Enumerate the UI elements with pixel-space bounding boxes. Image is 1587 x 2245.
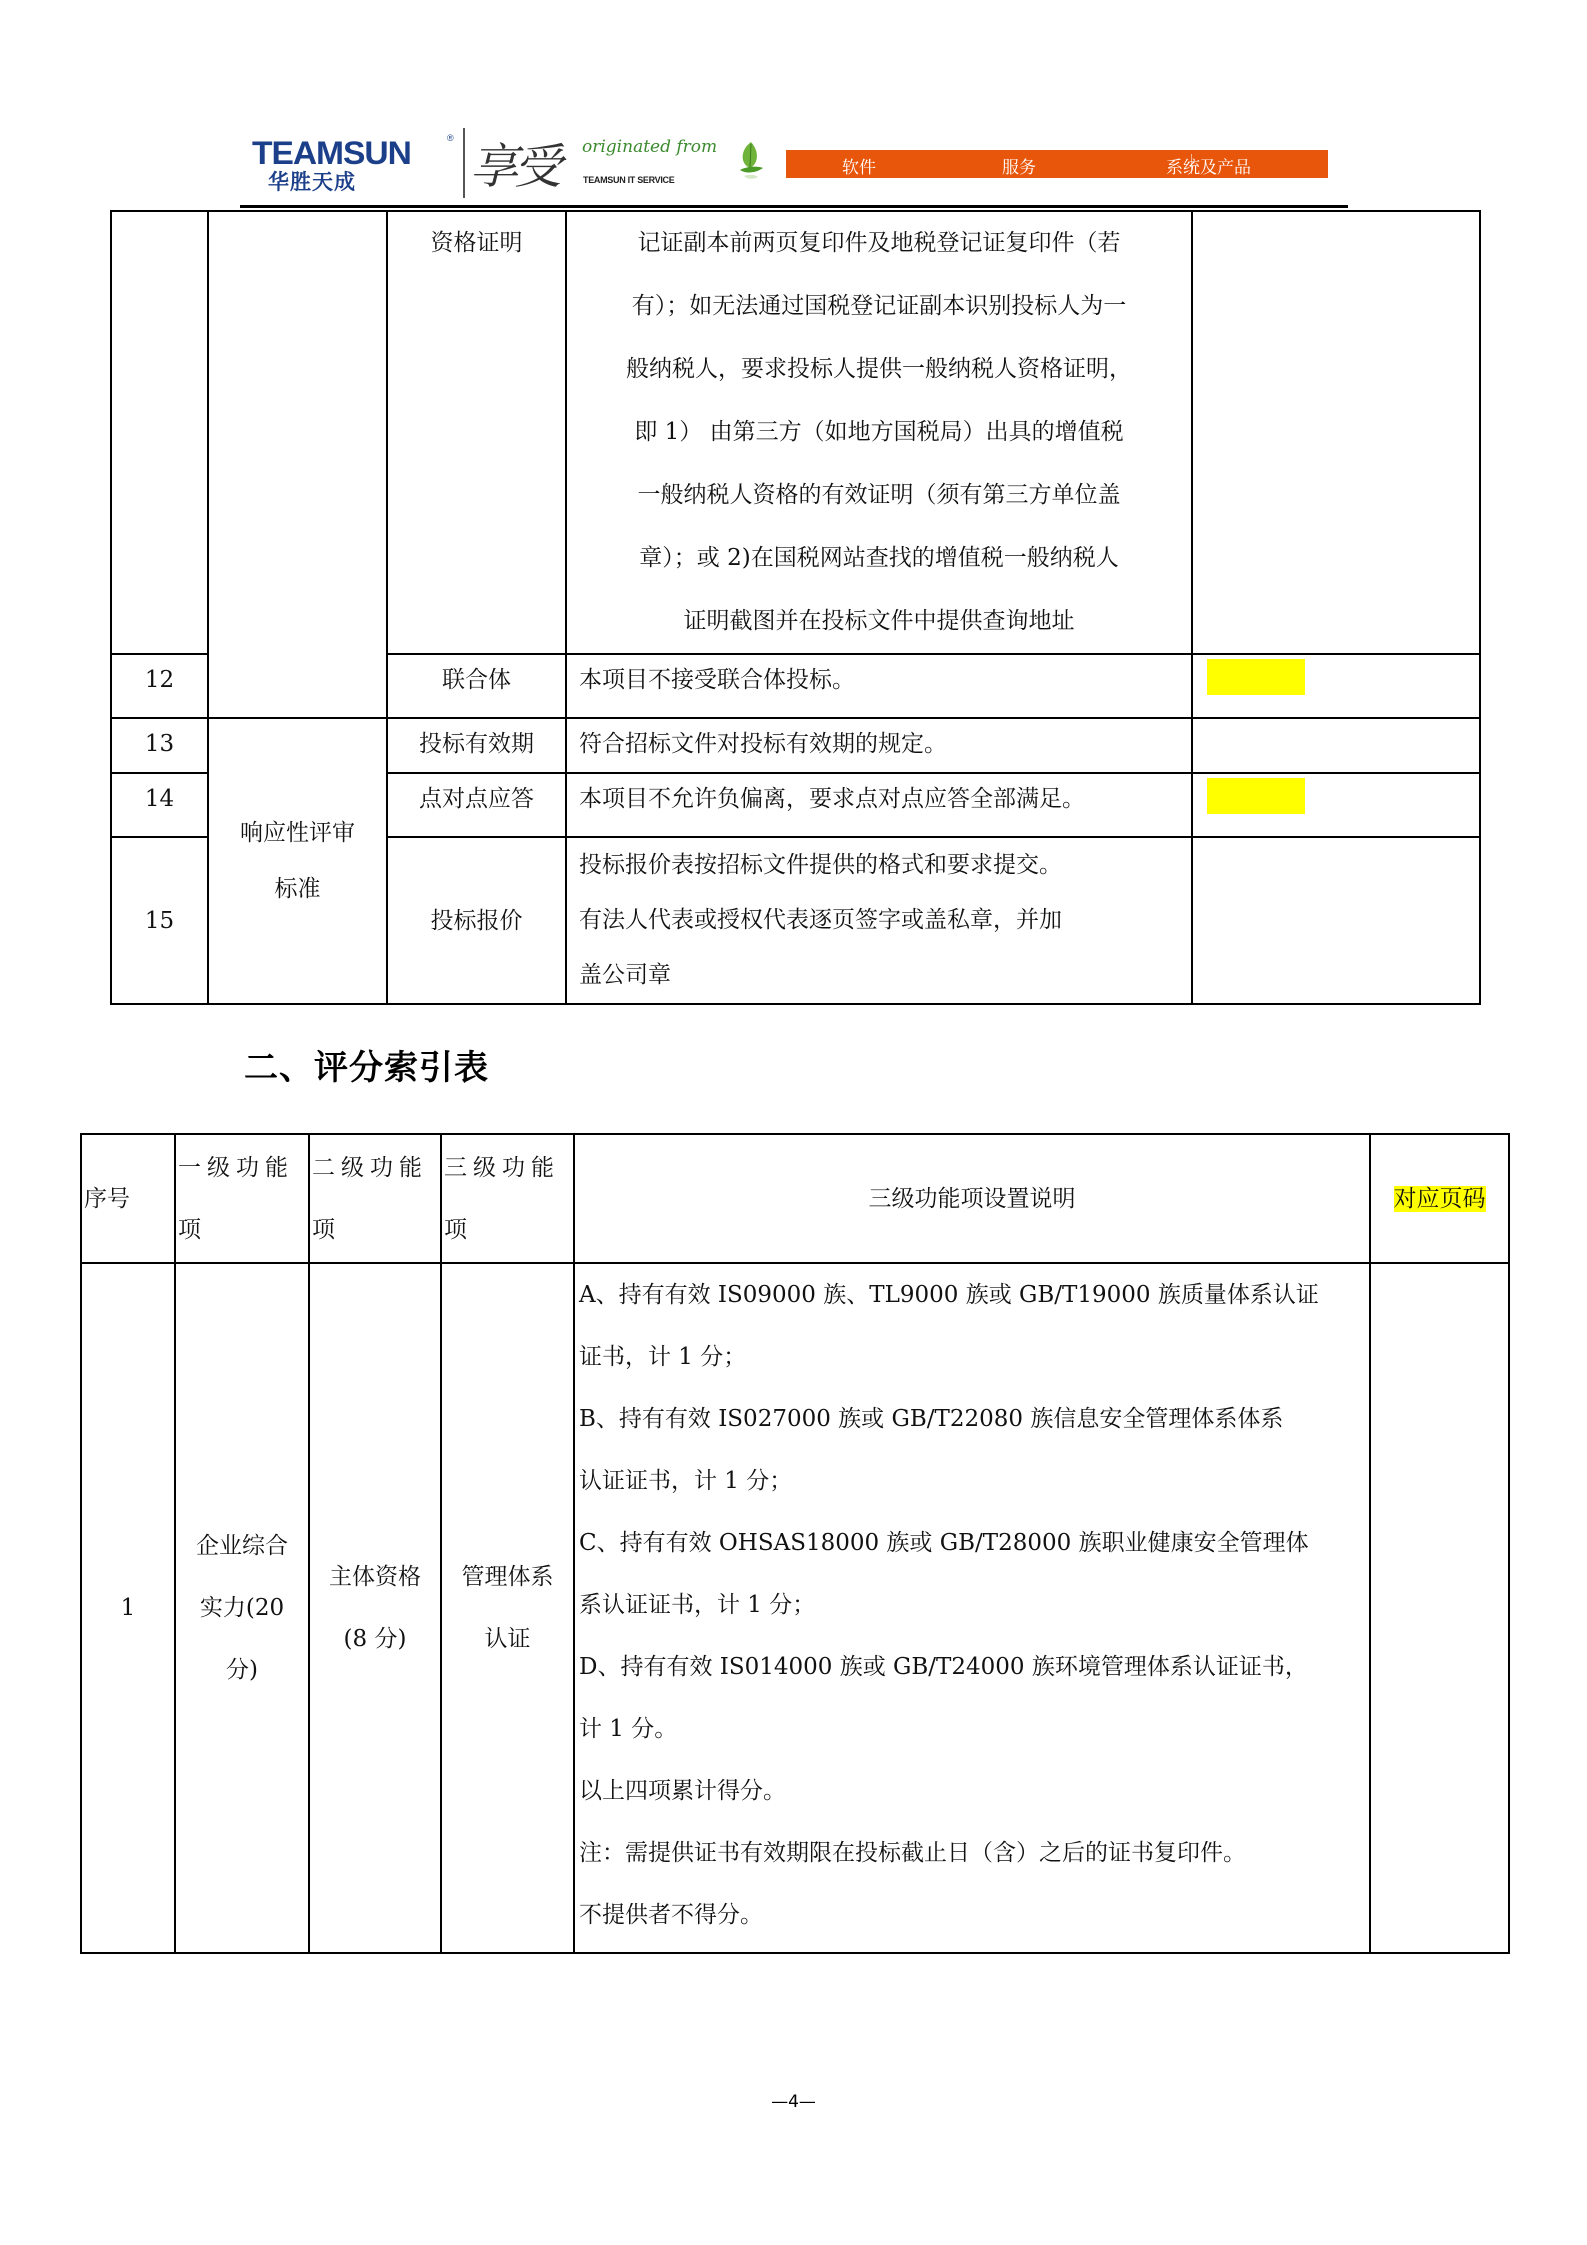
row-number: 15 — [111, 837, 208, 1004]
page-ref-cell[interactable] — [1192, 837, 1480, 1004]
description-line: 注：需提供证书有效期限在投标截止日（含）之后的证书复印件。 — [579, 1840, 1246, 1866]
description-cell — [574, 1263, 1370, 1953]
teamsun-logo-cn: 华胜天成 — [268, 171, 356, 194]
description-line: 以上四项累计得分。 — [579, 1778, 786, 1804]
requirement-line: 记证副本前两页复印件及地税登记证复印件（若 — [637, 230, 1121, 256]
requirement-line: 证明截图并在投标文件中提供查询地址 — [683, 608, 1075, 634]
row-number: 12 — [111, 654, 208, 718]
header-label: 一级功能 — [178, 1154, 294, 1181]
nav-item-systems-products: 系统及产品 — [1166, 158, 1251, 177]
description-line: B、持有有效 IS027000 族或 GB/T22080 族信息安全管理体系体系 — [579, 1406, 1284, 1432]
row-number — [111, 211, 208, 654]
description-line: 不提供者不得分。 — [579, 1902, 763, 1928]
header-page — [1370, 1134, 1509, 1263]
header-label: 项 — [178, 1216, 207, 1243]
header-level2 — [309, 1134, 441, 1263]
header-no: 序号 — [81, 1134, 175, 1263]
description-line: A、持有有效 IS09000 族、TL9000 族或 GB/T19000 族质量体系认证 — [579, 1282, 1319, 1308]
review-criteria-table — [110, 210, 1481, 1005]
requirement-cell: 本项目不允许负偏离，要求点对点应答全部满足。 — [566, 773, 1192, 837]
header-nav-bar — [786, 150, 1328, 178]
requirement-line: 即 1） 由第三方（如地方国税局）出具的增值税 — [634, 419, 1124, 445]
page-header — [0, 0, 1587, 210]
level3-line: 管理体系 — [461, 1564, 554, 1590]
teamsun-logo-text: TEAMSUN — [252, 135, 411, 171]
description-line: C、持有有效 OHSAS18000 族或 GB/T28000 族职业健康安全管理体 — [579, 1530, 1309, 1556]
page-ref-cell[interactable] — [1192, 654, 1480, 718]
category-cell — [208, 211, 387, 718]
level2-line: 主体资格 — [329, 1564, 421, 1590]
description-line: 证书，计 1 分； — [579, 1344, 747, 1370]
item-cell: 资格证明 — [387, 211, 566, 654]
highlighted-header-label: 对应页码 — [1393, 1185, 1486, 1212]
page-ref-cell[interactable] — [1370, 1263, 1509, 1953]
header-level3 — [441, 1134, 574, 1263]
page-ref-cell[interactable] — [1192, 718, 1480, 773]
requirement-cell — [566, 837, 1192, 1004]
page-number: —4— — [771, 2092, 816, 2112]
requirement-line: 有）；如无法通过国税登记证副本识别投标人为一 — [631, 293, 1127, 319]
requirement-line: 投标报价表按招标文件提供的格式和要求提交。 — [579, 852, 1062, 878]
nav-item-software: 软件 — [842, 158, 876, 177]
requirement-line: 有法人代表或授权代表逐页签字或盖私章，并加 — [579, 907, 1062, 933]
row-number: 1 — [81, 1263, 175, 1953]
requirement-cell: 本项目不接受联合体投标。 — [566, 654, 1192, 718]
header-divider — [463, 128, 465, 198]
page-ref-cell[interactable] — [1192, 211, 1480, 654]
section-title: 二、评分索引表 — [244, 1048, 489, 1088]
requirement-line: 盖公司章 — [579, 962, 671, 988]
item-cell: 联合体 — [387, 654, 566, 718]
level2-line: (8 分) — [343, 1626, 407, 1652]
requirement-line: 一般纳税人资格的有效证明（须有第三方单位盖 — [637, 482, 1121, 508]
level3-cell — [441, 1263, 574, 1953]
scoring-index-table — [80, 1133, 1510, 1954]
category-label: 响应性评审 — [240, 820, 355, 846]
header-label: 项 — [444, 1216, 473, 1243]
requirement-line: 章）；或 2)在国税网站查找的增值税一般纳税人 — [639, 545, 1119, 571]
registered-mark: ® — [447, 133, 454, 143]
header-label: 二级功能 — [312, 1154, 428, 1181]
level3-line: 认证 — [484, 1626, 531, 1652]
nav-item-service: 服务 — [1002, 158, 1036, 177]
header-level1 — [175, 1134, 309, 1263]
level2-cell — [309, 1263, 441, 1953]
item-cell: 点对点应答 — [387, 773, 566, 837]
category-label: 标准 — [274, 876, 321, 902]
highlight-marker — [1207, 778, 1305, 814]
level1-cell — [175, 1263, 309, 1953]
header-label: 项 — [312, 1216, 341, 1243]
requirement-cell: 符合招标文件对投标有效期的规定。 — [566, 718, 1192, 773]
description-line: 认证证书，计 1 分； — [579, 1468, 793, 1494]
slogan-calligraphy: 享受 — [470, 139, 559, 195]
table-row — [111, 718, 1480, 773]
header-label: 三级功能 — [444, 1154, 560, 1181]
header-description: 三级功能项设置说明 — [574, 1134, 1370, 1263]
table-header-row — [81, 1134, 1509, 1263]
level1-line: 实力(20 — [199, 1595, 285, 1621]
description-line: 计 1 分。 — [579, 1716, 678, 1742]
requirement-line: 般纳税人，要求投标人提供一般纳税人资格证明， — [626, 356, 1132, 382]
it-service-text: TEAMSUN IT SERVICE — [583, 175, 675, 185]
header-rule — [240, 205, 1348, 208]
item-cell: 投标报价 — [387, 837, 566, 1004]
item-cell: 投标有效期 — [387, 718, 566, 773]
table-row — [81, 1263, 1509, 1953]
category-cell — [208, 718, 387, 1004]
row-number: 14 — [111, 773, 208, 837]
leaf-icon — [738, 140, 764, 182]
level1-line: 分) — [226, 1657, 258, 1683]
table-row — [111, 211, 1480, 654]
requirement-cell — [566, 211, 1192, 654]
highlight-marker — [1207, 659, 1305, 695]
description-line: D、持有有效 IS014000 族或 GB/T24000 族环境管理体系认证证书， — [579, 1654, 1308, 1680]
description-line: 系认证证书，计 1 分； — [579, 1592, 816, 1618]
level1-line: 企业综合 — [196, 1533, 288, 1559]
row-number: 13 — [111, 718, 208, 773]
page-ref-cell[interactable] — [1192, 773, 1480, 837]
originated-from-text: originated from — [582, 137, 718, 157]
